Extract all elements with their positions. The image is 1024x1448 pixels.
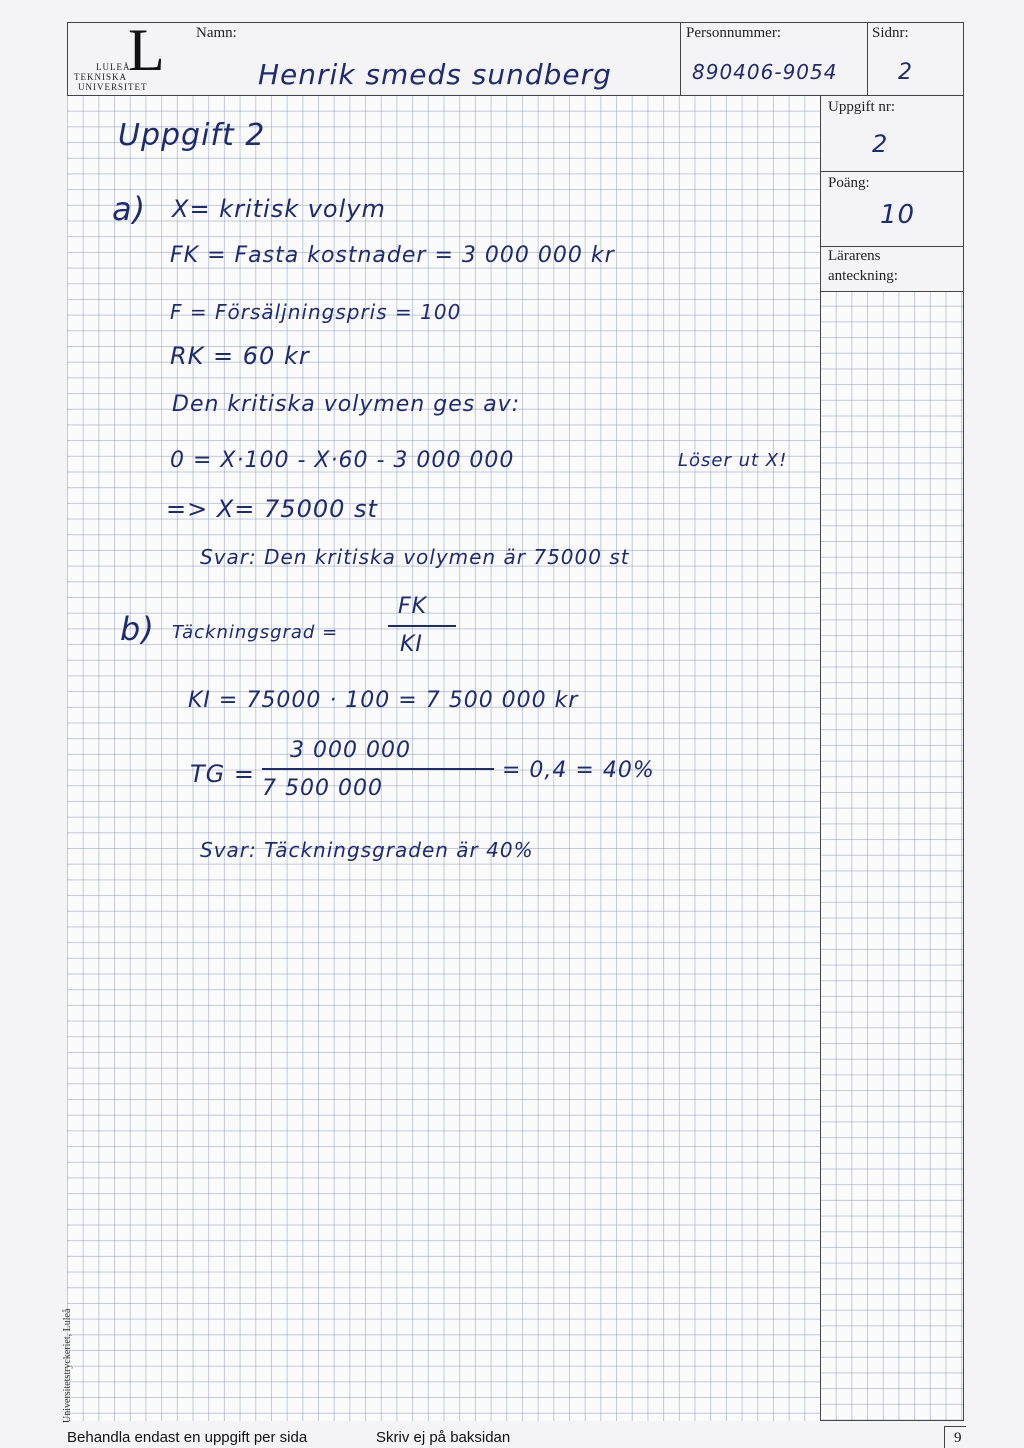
logo-line-3: UNIVERSITET (78, 82, 148, 92)
b-line-2: KI = 75000 · 100 = 7 500 000 kr (188, 688, 579, 713)
a-line-6: 0 = X·100 - X·60 - 3 000 000 (170, 448, 515, 473)
b-tg-fraction-bar (262, 768, 494, 770)
a-answer: Svar: Den kritiska volymen är 75000 st (200, 545, 630, 569)
logo-line-2: TEKNISKA (74, 72, 127, 82)
sidebar-frame (820, 95, 964, 1421)
grid-area (67, 95, 820, 1421)
a-line-5: Den kritiska volymen ges av: (172, 392, 521, 417)
part-a-label: a) (112, 190, 147, 228)
b-tg-right: = 0,4 = 40% (502, 758, 655, 783)
page-label: Sidnr: (872, 25, 909, 41)
footer-page-number: 9 (954, 1430, 962, 1446)
b-tg-left: TG = (190, 760, 255, 788)
part-b-label: b) (120, 610, 155, 648)
b-formula-num: FK (398, 594, 428, 619)
heading: Uppgift 2 (118, 118, 266, 153)
name-label: Namn: (196, 25, 237, 41)
logo-line-1: LULEÅ (96, 62, 131, 72)
a-line-1: X= kritisk volym (172, 195, 386, 223)
name-value[interactable]: Henrik smeds sundberg (258, 58, 612, 91)
a-line-3: F = Försäljningspris = 100 (170, 300, 462, 324)
b-fraction-bar (388, 625, 456, 627)
printer-credit: Universitetstryckeriet, Luleå (62, 1308, 73, 1423)
a-line-4: RK = 60 kr (170, 342, 310, 370)
b-tg-num: 3 000 000 (290, 738, 411, 763)
points-label: Poäng: (828, 175, 870, 191)
b-tg-den: 7 500 000 (262, 776, 383, 801)
a-line-2: FK = Fasta kostnader = 3 000 000 kr (170, 243, 615, 268)
b-formula-den: KI (400, 632, 423, 657)
a-line-7: => X= 75000 st (166, 495, 378, 523)
page-value[interactable]: 2 (898, 60, 913, 85)
task-value[interactable]: 2 (872, 130, 889, 158)
b-answer: Svar: Täckningsgraden är 40% (200, 838, 534, 862)
teacher-label-2: anteckning: (828, 268, 898, 284)
footer-backside-note: Skriv ej på baksidan (376, 1429, 511, 1446)
points-value[interactable]: 10 (880, 200, 916, 230)
teacher-label-1: Lärarens (828, 248, 881, 264)
pnr-label: Personnummer: (686, 25, 781, 41)
b-formula-left: Täckningsgrad = (172, 622, 339, 643)
a-line-6-note: Löser ut X! (678, 450, 788, 471)
university-logo: L (128, 17, 165, 83)
pnr-value[interactable]: 890406-9054 (692, 60, 838, 84)
task-label: Uppgift nr: (828, 99, 896, 115)
footer-instruction: Behandla endast en uppgift per sida (67, 1429, 308, 1446)
